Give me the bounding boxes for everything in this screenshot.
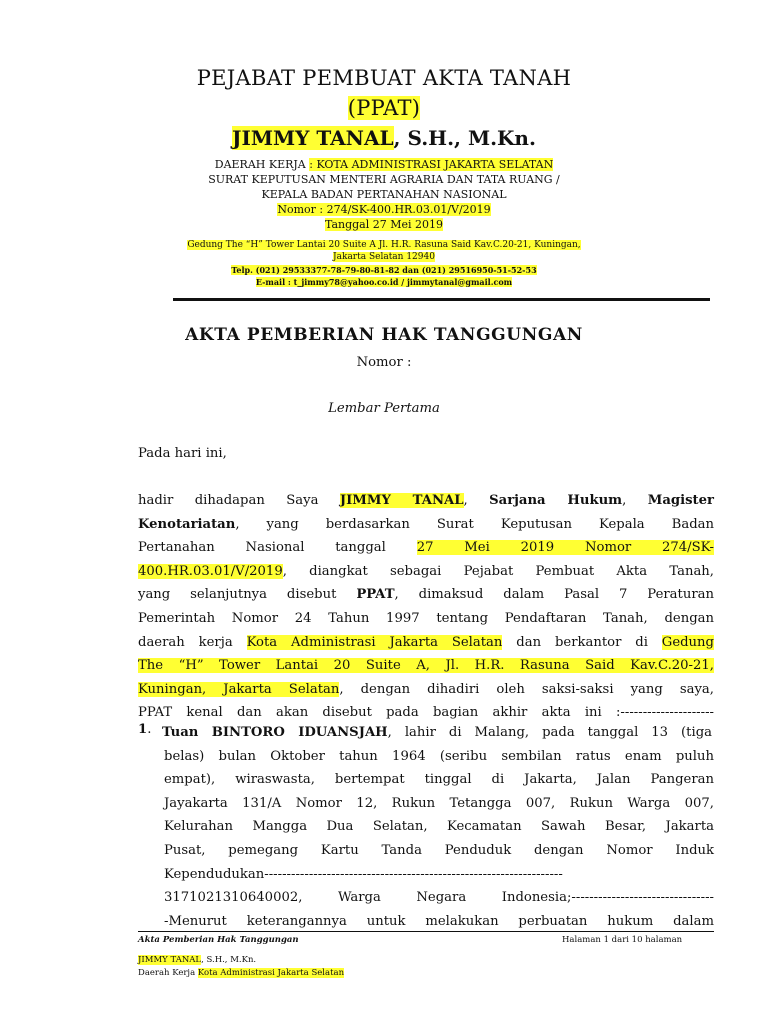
- work-area-ref: Kota Administrasi Jakarta Selatan: [246, 634, 503, 650]
- party-number-suffix: .: [147, 722, 152, 737]
- footer-doc-title: Akta Pemberian Hak Tanggungan: [138, 935, 299, 945]
- ppat-abbrev: PPAT: [356, 587, 395, 603]
- document-title: AKTA PEMBERIAN HAK TANGGUNGAN: [185, 325, 583, 345]
- party-number: [138, 722, 151, 737]
- footer-name-text: JIMMY TANAL: [138, 955, 202, 965]
- office-address-text-2: Jakarta Selatan 12940: [333, 252, 435, 262]
- party-number-digit: 1: [138, 722, 148, 737]
- paragraph-line: [138, 513, 714, 537]
- decree-number: [0, 203, 768, 217]
- paragraph-line: [138, 560, 714, 584]
- office-address-line-2: [0, 252, 768, 264]
- ppat-name: JIMMY TANAL: [339, 493, 464, 508]
- footer-area: [138, 968, 344, 978]
- office-ref: Kuningan, Jakarta Selatan: [138, 681, 340, 697]
- work-area: [0, 158, 768, 172]
- office-email-text: E-mail : t_jimmy78@yahoo.co.id / jimmytanal@gmail.com: [255, 277, 513, 287]
- paragraph-line: [138, 654, 714, 678]
- document-number: Nomor :: [356, 355, 412, 370]
- party-line: Pusat, pemegang Kartu Tanda Penduduk dengan Nomor Induk: [164, 842, 714, 858]
- office-ref: The “H” Tower Lantai 20 Suite A, Jl. H.R. Rasuna Said Kav.C.20-21,: [138, 658, 714, 674]
- office-title: PEJABAT PEMBUAT AKTA TANAH: [196, 66, 572, 90]
- party-line: empat), wiraswasta, bertempat tinggal di Jakarta, Jalan Pangeran: [164, 772, 714, 788]
- party-1-details: [164, 721, 714, 933]
- office-ref: Gedung: [661, 634, 714, 650]
- decree-line-1: SURAT KEPUTUSAN MENTERI AGRARIA DAN TATA RUANG /: [208, 173, 560, 186]
- paragraph-text: , yang berdasarkan Surat Keputusan Kepala Badan: [235, 516, 714, 532]
- office-address-text-1: Gedung The “H” Tower Lantai 20 Suite A Jl. H.R. Rasuna Said Kav.C.20-21, Kuningan,: [187, 240, 581, 250]
- paragraph-text: Pertanahan Nasional tanggal: [138, 540, 417, 556]
- paragraph-text: ,: [463, 493, 490, 508]
- degree-text: Sarjana Hukum: [489, 493, 623, 508]
- paragraph-text: daerah kerja: [138, 634, 247, 650]
- sheet-label: Lembar Pertama: [328, 401, 440, 416]
- work-area-value: : KOTA ADMINISTRASI JAKARTA SELATAN: [309, 158, 554, 171]
- decree-date: [0, 218, 768, 232]
- paragraph-text: , diangkat sebagai Pejabat Pembuat Akta Tanah,: [282, 563, 714, 579]
- paragraph-line: [138, 631, 714, 655]
- official-name: [0, 126, 768, 150]
- paragraph-text: , dengan dihadiri oleh saksi-saksi yang saya,: [339, 681, 714, 697]
- office-email: [0, 277, 768, 288]
- opening-line: Pada hari ini,: [138, 446, 227, 461]
- footer-divider: [138, 931, 714, 932]
- paragraph-line: [138, 678, 714, 702]
- work-area-label: DAERAH KERJA: [214, 158, 310, 171]
- header-divider: [173, 298, 710, 301]
- party-text: , lahir di Malang, pada tanggal 13 (tiga: [387, 725, 712, 740]
- decree-line-2: KEPALA BADAN PERTANAHAN NASIONAL: [261, 188, 507, 201]
- party-line: Kelurahan Mangga Dua Selatan, Kecamatan Sawah Besar, Jakarta: [164, 819, 714, 835]
- party-line: 3171021310640002, Warga Negara Indonesia;--------------------------------: [164, 890, 714, 906]
- official-degrees: , S.H., M.Kn.: [393, 126, 536, 150]
- party-line: [162, 721, 712, 745]
- office-phone-text: Telp. (021) 29533377-78-79-80-81-82 dan (021) 29516950-51-52-53: [231, 265, 537, 275]
- official-name-text: JIMMY TANAL: [232, 126, 394, 150]
- paragraph-text: dan berkantor di: [502, 634, 662, 650]
- paragraph-line: PPAT kenal dan akan disebut pada bagian akhir akta ini :---------------------: [138, 705, 714, 721]
- paragraph-line: [138, 583, 714, 607]
- party-line: Kependudukan-------------------------------------------------------------------: [164, 866, 563, 882]
- decree-date-text: Tanggal 27 Mei 2019: [324, 218, 444, 231]
- party-line: -Menurut keterangannya untuk melakukan perbuatan hukum dalam: [164, 913, 714, 929]
- office-abbrev: [0, 96, 768, 120]
- footer-area-label: Daerah Kerja: [138, 968, 198, 978]
- paragraph-text: yang selanjutnya disebut: [138, 587, 357, 603]
- paragraph-text: ,: [622, 493, 648, 508]
- decree-ref: 27 Mei 2019 Nomor 274/SK-: [416, 540, 714, 556]
- footer-page-info: Halaman 1 dari 10 halaman: [562, 935, 683, 945]
- degree-text: Magister: [647, 493, 714, 508]
- party-line: Jayakarta 131/A Nomor 12, Rukun Tetangga 007, Rukun Warga 007,: [164, 795, 714, 811]
- footer-name: [138, 955, 256, 965]
- footer-degrees: , S.H., M.Kn.: [201, 955, 257, 965]
- footer-area-value: Kota Administrasi Jakarta Selatan: [197, 968, 345, 978]
- paragraph-line: [138, 536, 714, 560]
- office-address-line-1: [0, 240, 768, 252]
- paragraph-line: [138, 489, 714, 513]
- paragraph-line: Pemerintah Nomor 24 Tahun 1997 tentang Pendaftaran Tanah, dengan: [138, 610, 714, 626]
- paragraph-text: , dimaksud dalam Pasal 7 Peraturan: [394, 587, 714, 603]
- paragraph-text: hadir dihadapan Saya: [138, 493, 340, 508]
- degree-text: Kenotariatan: [138, 516, 236, 532]
- office-abbrev-text: (PPAT): [347, 96, 421, 120]
- office-phone: [0, 265, 768, 276]
- party-line: belas) bulan Oktober tahun 1964 (seribu sembilan ratus enam puluh: [164, 748, 714, 764]
- decree-number-text: Nomor : 274/SK-400.HR.03.01/V/2019: [277, 203, 491, 216]
- appearance-paragraph: [138, 489, 714, 725]
- decree-ref: 400.HR.03.01/V/2019: [138, 563, 283, 579]
- party-name: Tuan BINTORO IDUANSJAH: [162, 725, 388, 740]
